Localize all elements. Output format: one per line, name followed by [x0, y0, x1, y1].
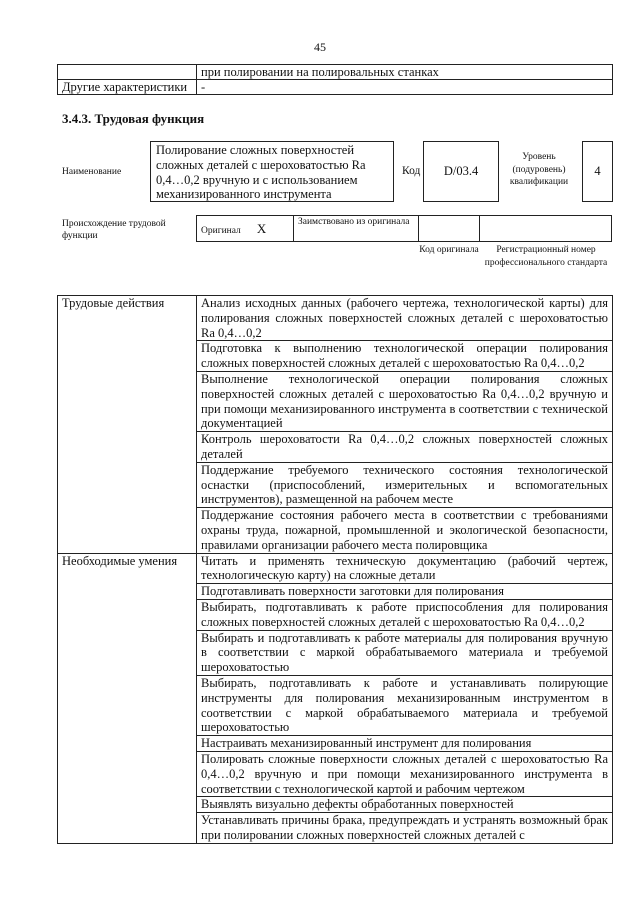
list-item: Полировать сложные поверхности сложных деталей с шероховатостью Ra 0,4…0,2 вручную и при помощи механизированного инструмента в соответствии с технологической картой и рабочим чертежом	[197, 751, 613, 796]
list-item: Выполнение технологической операции полирования сложных поверхностей сложных деталей с шероховатостью Ra 0,4…0,2 вручную и при помощи механизированного инструмента в соответствии с технической документацией	[197, 371, 613, 431]
level-label: Уровень (подуровень) квалификации	[509, 152, 569, 187]
category-label: Трудовые действия	[58, 296, 197, 554]
code-caption: Код оригинала	[419, 245, 479, 255]
row-value: -	[197, 80, 613, 95]
list-item: Выявлять визуально дефекты обработанных поверхностей	[197, 797, 613, 813]
table-row	[197, 216, 612, 242]
list-item: Контроль шероховатости Ra 0,4…0,2 сложных поверхностей сложных деталей	[197, 432, 613, 463]
table-row	[58, 553, 613, 584]
characteristics-table	[57, 64, 613, 95]
qualification-level: 4	[582, 141, 613, 202]
reg-caption: Регистрационный номер профессионального стандарта	[484, 245, 608, 268]
list-item: Устанавливать причины брака, предупреждать и устранять возможный брак при полировании сложных поверхностей сложных деталей с	[197, 813, 613, 844]
list-item: Читать и применять техническую документацию (рабочий чертеж, технологическую карту) на сложные детали	[197, 553, 613, 584]
list-item: Поддержание требуемого технического состояния технологической оснастки (приспособлений, измерительных и вспомогательных инструментов), размещенной на рабочем месте	[197, 462, 613, 507]
original-cell	[197, 216, 294, 242]
row-value: при полировании на полировальных станках	[197, 65, 613, 80]
list-item: Выбирать, подготавливать к работе приспособления для полирования сложных поверхностей сложных деталей с шероховатостью Ra 0,4…0,2	[197, 599, 613, 630]
list-item: Выбирать, подготавливать к работе и устанавливать полирующие инструменты для полирования механизированным инструментом в соответствии с маркой обрабатываемого материала и требуемой шероховатостью	[197, 675, 613, 735]
original-mark: X	[256, 220, 267, 236]
table-row	[58, 80, 613, 95]
code-label: Код	[402, 165, 421, 177]
original-code-cell	[419, 216, 480, 242]
section-title: 3.4.3. Трудовая функция	[62, 111, 205, 126]
original-label: Оригинал	[201, 225, 241, 236]
function-name: Полирование сложных поверхностей сложных деталей с шероховатостью Ra 0,4…0,2 вручную и с использованием механизированного инструмента	[150, 141, 394, 202]
list-item: Подготовка к выполнению технологической операции полирования сложных поверхностей сложных деталей с шероховатостью Ra 0,4…0,2	[197, 341, 613, 372]
list-item: Подготавливать поверхности заготовки для полирования	[197, 584, 613, 600]
page-number: 45	[314, 40, 326, 54]
name-label: Наименование	[62, 167, 122, 177]
list-item: Выбирать и подготавливать к работе материалы для полирования вручную в соответствии с маркой обрабатываемого материала и требуемой шероховатостью	[197, 630, 613, 675]
origin-label: Происхождение трудовой функции	[62, 219, 166, 241]
function-code: D/03.4	[423, 141, 499, 202]
reg-number-cell	[480, 216, 612, 242]
list-item: Анализ исходных данных (рабочего чертежа, технологической карты) для полирования сложных поверхностей сложных деталей с шероховатостью Ra 0,4…0,2	[197, 296, 613, 341]
category-label: Необходимые умения	[58, 553, 197, 843]
row-label	[58, 65, 197, 80]
table-row	[58, 65, 613, 80]
list-item: Настраивать механизированный инструмент для полирования	[197, 736, 613, 752]
function-table	[57, 295, 613, 844]
origin-table	[196, 215, 612, 242]
row-label: Другие характеристики	[58, 80, 197, 95]
borrowed-label: Заимствовано из оригинала	[294, 216, 419, 242]
table-row	[58, 296, 613, 341]
list-item: Поддержание состояния рабочего места в соответствии с требованиями охраны труда, пожарной, промышленной и экологической безопасности, правилами организации рабочего места полировщика	[197, 508, 613, 553]
